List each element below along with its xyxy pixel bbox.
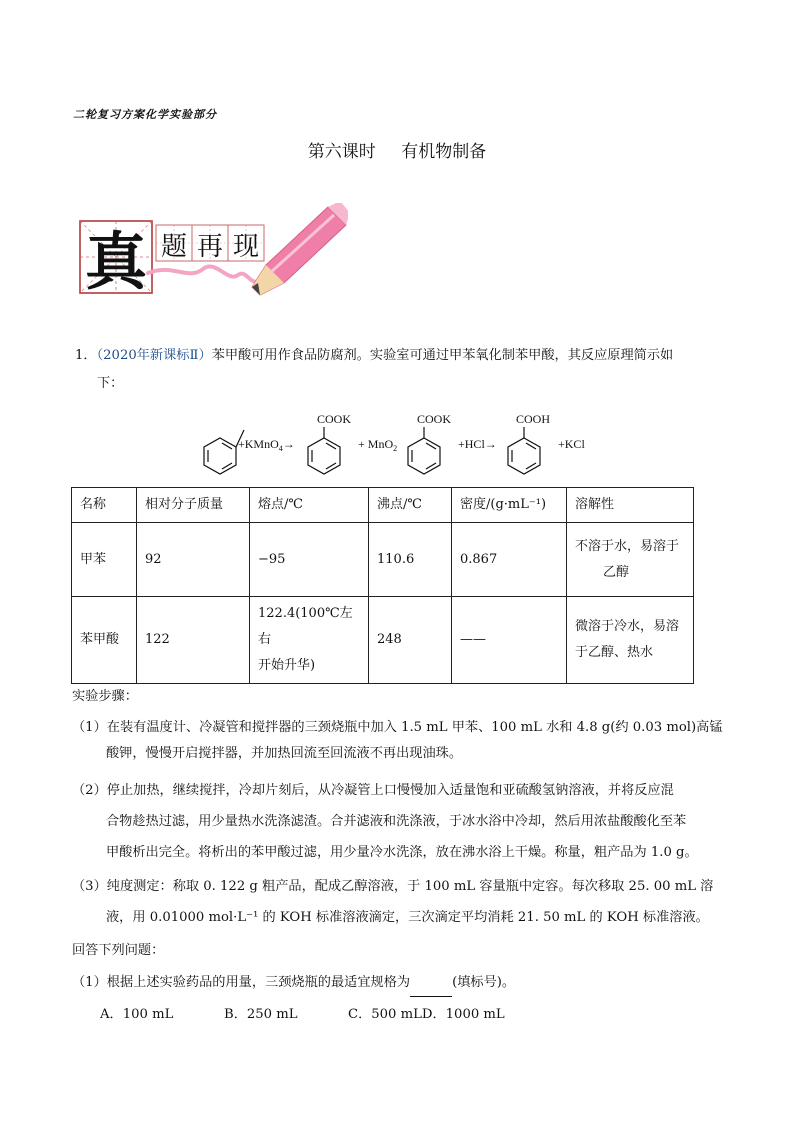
table-cell: 甲苯: [72, 523, 137, 597]
reaction-scheme: [200, 408, 620, 476]
melting-line: 开始升华): [258, 658, 316, 673]
kmno4-label: +KMnO: [238, 437, 279, 451]
steps-title: 实验步骤：: [72, 689, 138, 704]
table-cell: 0.867: [452, 523, 567, 597]
table-cell: [567, 597, 694, 684]
banner-char-2: 再: [196, 232, 224, 262]
step-2: [72, 778, 698, 866]
question-intro: 苯甲酸可用作食品防腐剂。实验室可通过甲苯氧化制苯甲酸，其反应原理简示如: [211, 348, 674, 363]
option-c[interactable]: C．500 mL: [348, 1007, 422, 1022]
step-3: [72, 874, 713, 931]
banner-zhentizaixian: [78, 203, 348, 303]
answer-blank[interactable]: [410, 970, 452, 997]
cook-label-1: COOK: [317, 412, 352, 426]
step-line: （1）在装有温度计、冷凝管和搅拌器的三颈烧瓶中加入 1.5 mL 甲苯、100 mL 水和 4.8 g(约 0.03 mol)高锰: [72, 720, 723, 735]
benzoic-acid-structure: [508, 427, 540, 474]
question-number: 1．: [75, 348, 97, 363]
benzoate-structure-2: [408, 427, 440, 474]
hcl-label: +HCl→: [458, 437, 497, 451]
kcl-label: +KCl: [558, 437, 585, 451]
page-title: [0, 137, 794, 162]
series-header: 二轮复习方案化学实验部分: [73, 108, 217, 121]
sub-question-suffix: (填标号)。: [452, 975, 516, 990]
solubility-line: 于乙醇、热水: [575, 645, 654, 660]
pencil-squiggle: [148, 267, 258, 282]
mno2-label: + MnO: [358, 437, 394, 451]
table-cell: 110.6: [369, 523, 452, 597]
step-line: 液，用 0.01000 mol·L⁻¹ 的 KOH 标准溶液滴定，三次滴定平均消耗 21. 50 mL 的 KOH 标准溶液。: [106, 910, 709, 925]
header-cell: 溶解性: [567, 488, 694, 523]
solubility-line: 微溶于冷水，易溶: [575, 619, 680, 634]
lesson-label: 第六课时: [307, 142, 376, 162]
solubility-line: 乙醇: [603, 564, 630, 580]
header-cell: 密度/(g·mL⁻¹): [452, 488, 567, 523]
svg-text:+KMnO4→: [238, 437, 295, 453]
table-cell: −95: [250, 523, 369, 597]
table-cell: [250, 597, 369, 684]
option-b[interactable]: B．250 mL: [224, 1007, 298, 1022]
reaction-arrow-1: →: [282, 437, 295, 451]
solubility-line: 不溶于水，易溶于: [575, 538, 680, 554]
table-cell: 122: [137, 597, 250, 684]
question-source: （2020年新课标Ⅱ）: [96, 348, 212, 363]
table-cell: 248: [369, 597, 452, 684]
answer-prompt: 回答下列问题：: [72, 943, 165, 958]
step-line: 酸钾，慢慢开启搅拌器，并加热回流至回流液不再出现油珠。: [106, 746, 463, 761]
banner-char-1: 题: [160, 232, 188, 262]
big-char: 真: [84, 225, 148, 298]
step-line: 甲酸析出完全。将析出的苯甲酸过滤，用少量冷水洗涤，放在沸水浴上干燥。称量，粗产品为 1.0 g。: [106, 845, 698, 860]
properties-table: [71, 487, 694, 684]
svg-text:+ MnO2: [358, 437, 397, 453]
mno2-subscript: 2: [393, 444, 398, 453]
header-cell: 相对分子质量: [137, 488, 250, 523]
table-row: [72, 523, 694, 597]
question-1-intro-cont: 下：: [97, 376, 124, 391]
table-cell: [567, 523, 694, 597]
cook-label-2: COOK: [417, 412, 452, 426]
benzoate-structure-1: [308, 427, 340, 474]
kmno4-subscript: 4: [278, 444, 283, 453]
table-cell: ——: [452, 597, 567, 684]
table-row: [72, 597, 694, 684]
step-line: （2）停止加热，继续搅拌，冷却片刻后，从冷凝管上口慢慢加入适量饱和亚硫酸氢钠溶液，并将反应混: [72, 783, 674, 798]
header-cell: 名称: [72, 488, 137, 523]
banner-char-3: 现: [232, 232, 260, 262]
sub-question-1: [72, 970, 515, 997]
table-cell: 92: [137, 523, 250, 597]
header-cell: 熔点/℃: [250, 488, 369, 523]
sub-question-text: （1）根据上述实验药品的用量，三颈烧瓶的最适宜规格为: [72, 975, 411, 990]
table-cell: 苯甲酸: [72, 597, 137, 684]
pencil-icon: [252, 203, 348, 295]
table-header-row: [72, 488, 694, 523]
header-cell: 沸点/℃: [369, 488, 452, 523]
question-1-intro: [75, 343, 735, 369]
step-line: 合物趁热过滤，用少量热水洗涤滤渣。合并滤液和洗涤液，于冰水浴中冷却，然后用浓盐酸酸化至苯: [106, 814, 687, 829]
melting-line: 122.4(100℃左右: [258, 606, 353, 647]
option-a[interactable]: A．100 mL: [100, 1007, 174, 1022]
small-char-boxes: [156, 225, 264, 262]
topic-label: 有机物制备: [401, 142, 487, 162]
option-d[interactable]: D．1000 mL: [421, 1007, 505, 1022]
step-line: （3）纯度测定：称取 0. 122 g 粗产品，配成乙醇溶液，于 100 mL 容量瓶中定容。每次移取 25. 00 mL 溶: [72, 879, 714, 894]
cooh-label: COOH: [516, 412, 551, 426]
step-1: [72, 715, 723, 767]
options-row: [100, 1002, 505, 1028]
